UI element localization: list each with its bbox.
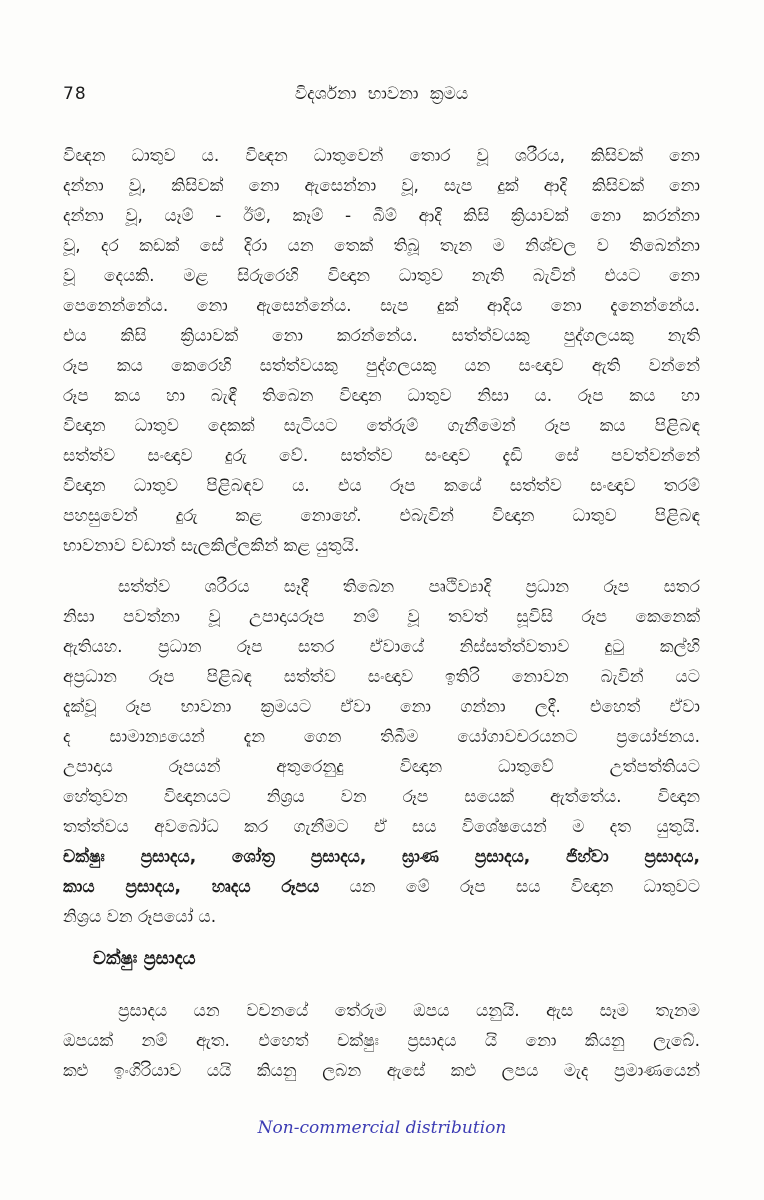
text-line-emphasis: චක්ෂුඃ ප්‍රසාදය, ශෝත්‍ර ප්‍රසාදය, ඝ්‍රාණ ප්‍රසාදය, ජිහ්වා ප්‍රසාදය, xyxy=(63,847,700,867)
text-line: දැක්වූ රූප භාවනා ක්‍රමයට ඒවා නො ගන්නා ලදී. එහෙත් ඒවා xyxy=(63,697,700,717)
text-line: දන්නා වූ, යෑම් - ඊම්, කෑම් - බීම් ආදි කිසි ක්‍රියාවක් නො කරන්නා xyxy=(63,206,700,226)
text-line: උපාදාය රූපයන් අතුරෙනුදු විඥාන ධාතුවේ උත්පත්තියට xyxy=(63,757,700,777)
text-line: රූප කය කෙරෙහි සත්ත්වයකු පුද්ගලයකු යන සංඥාව ඇති වන්නේ xyxy=(63,356,700,376)
text-line: ප්‍රසාදය යන වචනයේ තේරුම ඔපය යනුයි. ඇස සෑම තැනම xyxy=(118,1001,700,1021)
text-line: විඥන ධාතුව ය. විඥන ධාතුවෙන් තොර වූ ශරීරය, කිසිවක් නො xyxy=(63,146,700,166)
text-line: එය කිසි ක්‍රියාවක් නො කරන්නේය. සත්ත්වයකු පුද්ගලයකු නැති xyxy=(63,326,700,346)
paragraph-1 xyxy=(63,141,700,561)
text-line: නිසා පවත්නා වූ උපාදායරූප නම් වූ තවත් සූවිසි රූප කෙනෙක් xyxy=(63,607,700,627)
text-line: ද සාමාන්‍යයෙන් දැන ගෙන තිබීම යෝගාවචරයනට ප්‍රයෝජනය. xyxy=(63,727,700,747)
page-number: 78 xyxy=(63,84,87,104)
text-line: සත්ත්ව ශරීරය සෑදී තිබෙන පෘථිව්‍යාදි ප්‍රධාන රූප සතර xyxy=(118,577,700,597)
emphasis-span: කාය ප්‍රසාදය, හෘදය රූපය xyxy=(63,877,320,897)
text-line: දන්නා වූ, කිසිවක් නො ඇසෙන්නා වූ, සැප දුක් ආදි කිසිවක් නො xyxy=(63,176,700,196)
text-line: තත්ත්වය අවබෝධ කර ගැනීමට ඒ සය විශේෂයෙන් ම දත යුතුයි. xyxy=(63,817,700,837)
text-line: කළු ඉංගිරියාව යයි කියනු ලබන ඇසේ කළු ලපය මැද ප්‍රමාණයෙන් xyxy=(63,1061,700,1081)
text-line: පෙනෙන්නේය. නො ඇසෙන්නේය. සැප දුක් ආදිය නො දැනෙන්නේය. xyxy=(63,296,700,316)
text-line: රූප කය හා බැඳී තිබෙන විඥාන ධාතුව නිසා ය. රූප කය හා xyxy=(63,386,700,406)
text-line: විඥාන ධාතුව දෙකක් සැටියට තේරුම් ගැනීමෙන් රූප කය පිළිබඳ xyxy=(63,416,700,436)
plain-span: යන මේ රූප සය විඥාන ධාතුවට xyxy=(319,877,700,897)
text-line: හේතුවන විඥානයට නිශ්‍රය වන රූප සයෙක් ඇත්තේය. විඥාන xyxy=(63,787,700,807)
page-header xyxy=(63,84,700,110)
running-title: විදර්ශනා භාවනා ක්‍රමය xyxy=(294,84,469,104)
text-line: භාවනාව වඩාත් සැලකිල්ලකින් කළ යුතුයි. xyxy=(63,536,360,556)
text-line: වූ, දර කඩක් සේ දිරා යන තෙක් තිබූ තැන ම නිශ්චල ව තිබෙන්නා xyxy=(63,236,700,256)
section-heading: චක්ෂුඃ ප්‍රසාදය xyxy=(93,948,196,969)
text-line: විඥාන ධාතුව පිළිබඳව ය. එය රූප කයේ සත්ත්ව සංඥාව තරම් xyxy=(63,476,700,496)
text-line: පහසුවෙන් දුරු කළ නොහේ. එබැවින් විඥාන ධාතුව පිළිබඳ xyxy=(63,506,700,526)
text-line: ඔපයක් නම් ඇත. එහෙත් චක්ෂුඃ ප්‍රසාදය යි නො කියනු ලැබේ. xyxy=(63,1031,700,1051)
text-line: නිශ්‍රය වන රූපයෝ ය. xyxy=(63,907,217,927)
distribution-notice: Non-commercial distribution xyxy=(257,1118,507,1138)
paragraph-2 xyxy=(63,572,700,932)
text-line-mixed xyxy=(63,872,700,902)
paragraph-3 xyxy=(63,996,700,1086)
text-line: සත්ත්ව සංඥාව දුරු වේ. සත්ත්ව සංඥාව දැඩි සේ පවත්වන්නේ xyxy=(63,446,700,466)
text-line: ඇතියහ. ප්‍රධාන රූප සතර ඒවායේ නිස්සත්ත්වතාව දුටු කල්හි xyxy=(63,637,700,657)
text-line: වූ දෙයකි. මළ සිරුරෙහි විඥාන ධාතුව නැති බැවින් එයට නො xyxy=(63,266,700,286)
text-line: අප්‍රධාන රූප පිළිබඳ සත්ත්ව සංඥාව ඉතිරි නොවන බැවින් යට xyxy=(63,667,700,687)
